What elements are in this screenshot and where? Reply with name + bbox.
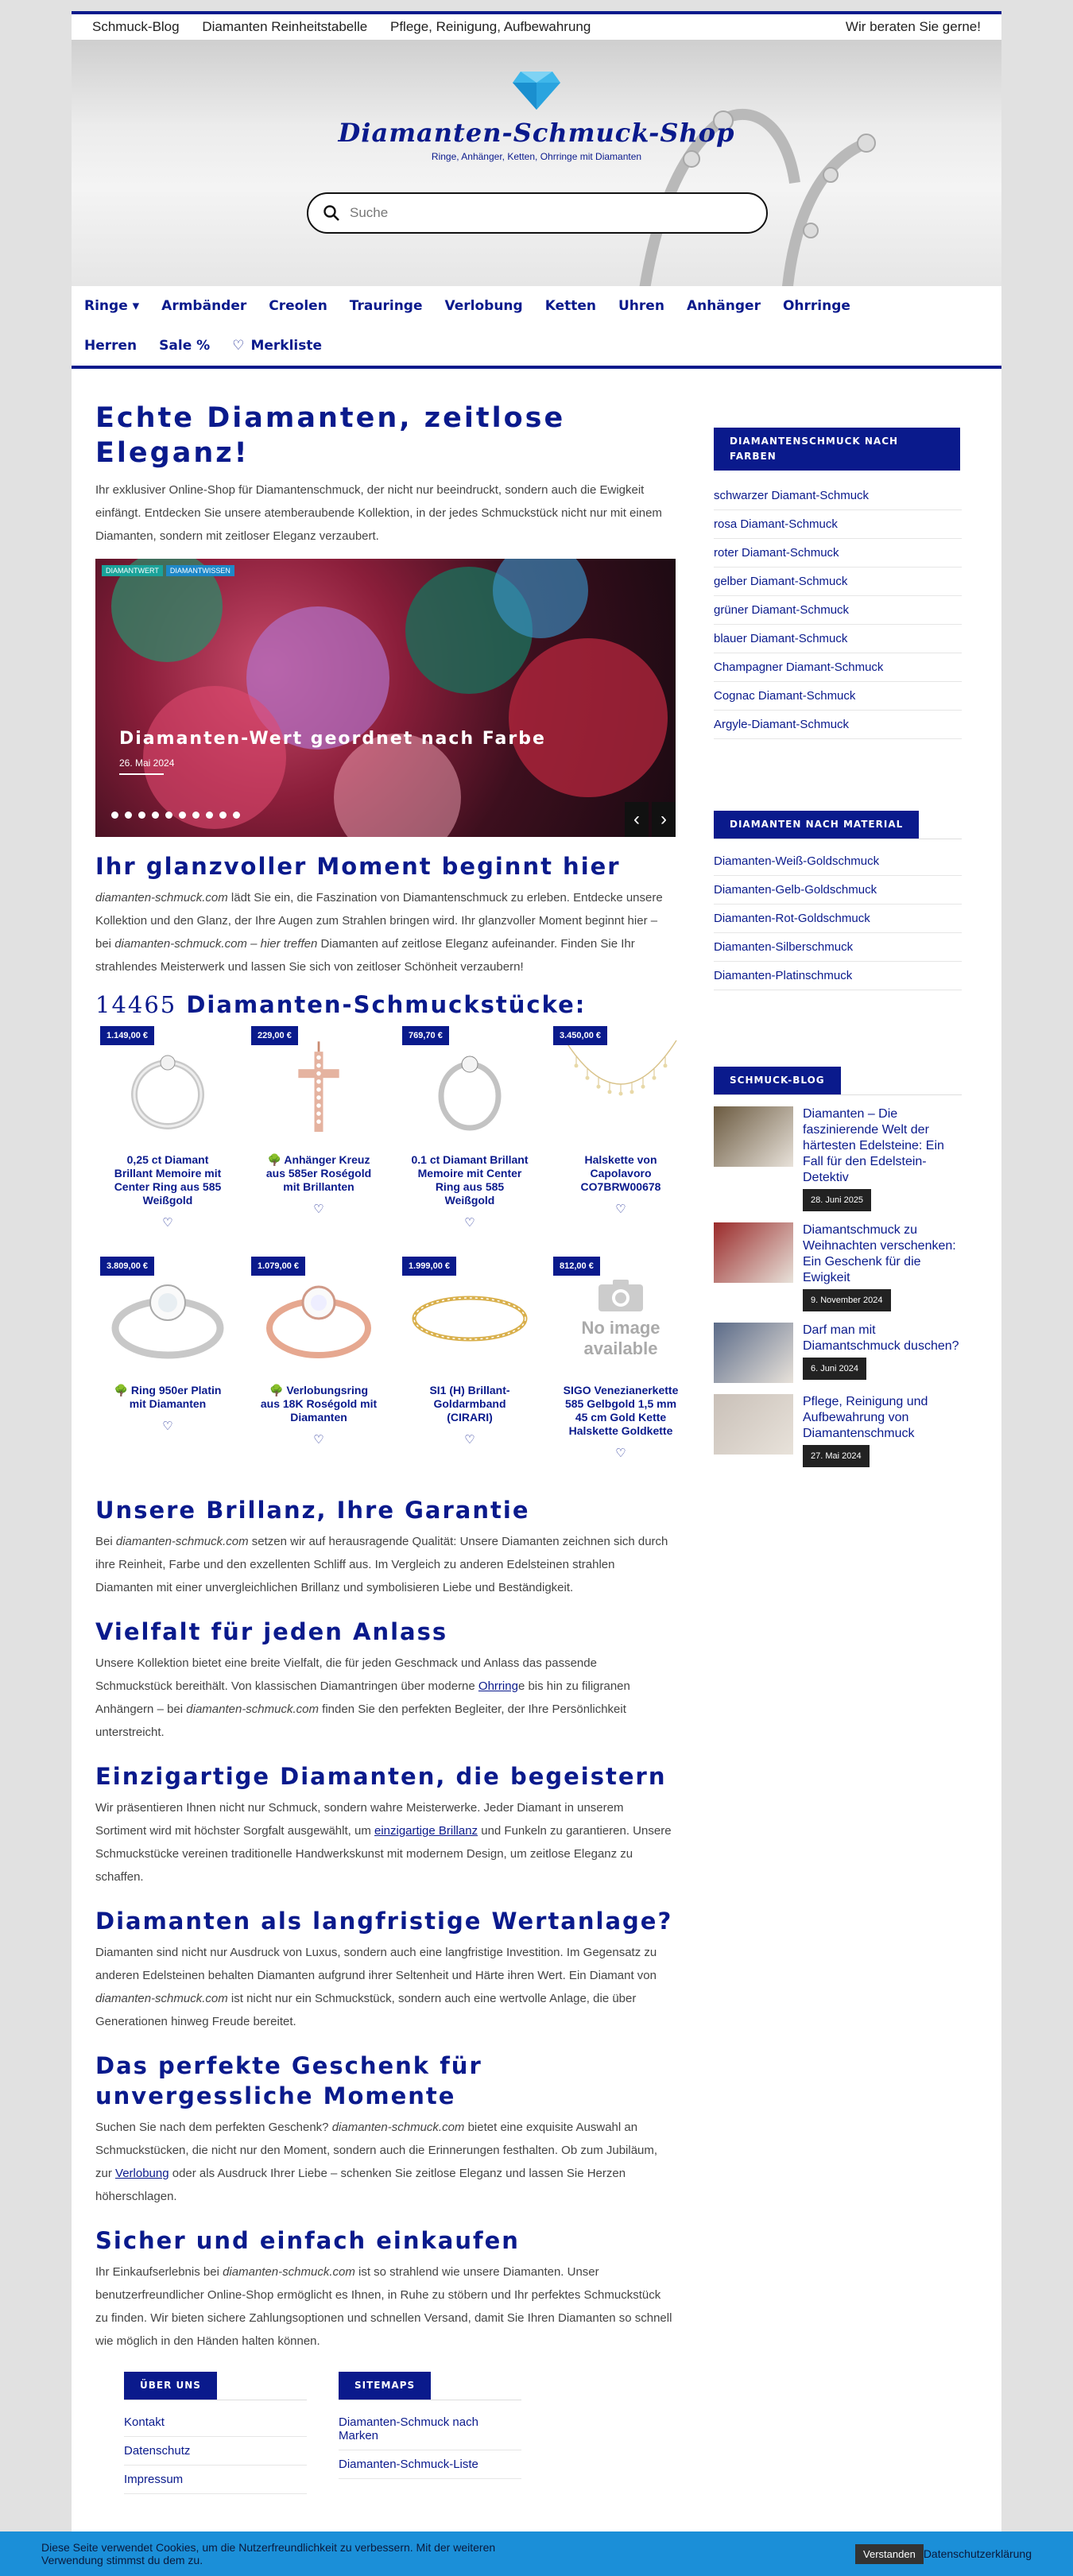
logo-title[interactable]: Diamanten-Schmuck-Shop [338,118,735,148]
cookie-text: Diese Seite verwendet Cookies, um die Nutzerfreundlichkeit zu verbessern. Mit der weiteren Verwendung stimmst du dem zu. [41,2541,496,2566]
section-text-part: setzen wir auf herausragende Qualität: Unsere Diamanten zeichnen sich durch ihre Reinheit, Farbe und den exzellenten Schliff aus. Im Vergleich zu anderen Edelsteinen strahlen Diamanten mit einer unvergleichlichen Brillanz und symbolisieren Liebe und Beständigkeit. [95,1535,668,1594]
product-name[interactable]: 🌳 Verlobungsring aus 18K Roségold mit Diamanten [260,1384,378,1424]
moment-text-d: Diamanten auf zeitlose Eleganz aufeinander. Finden Sie Ihr strahlendes Meisterwerk und lassen Sie sich von zeitloser Schönheit verzaubern! [95,937,635,974]
nav-merkliste[interactable] [232,338,322,354]
logo-subtitle: Ringe, Anhänger, Ketten, Ohrringe mit Diamanten [431,151,642,162]
slide-tags [102,565,234,576]
footer-link[interactable]: Diamanten-Schmuck-Liste [339,2450,521,2479]
product-card[interactable] [397,1025,542,1238]
slide-date: 26. Mai 2024 [119,757,175,769]
page-title: Echte Diamanten, zeitlose Eleganz! [95,402,566,469]
section-text [95,1796,676,1888]
section-text-part: ist nicht nur ein Schmuckstück, sondern auch eine wertvolle Anlage, die über Generationen hinweg Freude bereitet. [95,1992,637,2028]
slide-title[interactable]: Diamanten-Wert geordnet nach Farbe [119,729,546,749]
blog-title[interactable]: Darf man mit Diamantschmuck duschen? [803,1323,959,1353]
moment-text-a: diamanten-schmuck.com [95,891,228,905]
product-name[interactable]: 0.1 ct Diamant Brillant Memoire mit Center Ring aus 585 Weißgold [411,1153,529,1207]
blog-date: 9. November 2024 [803,1289,891,1311]
slider-dot[interactable] [138,812,145,819]
blog-text [803,1394,962,1467]
inline-link[interactable]: Ohrring [478,1679,518,1693]
nav-herren[interactable]: Herren [84,338,138,354]
section-text-part: Suchen Sie nach dem perfekten Geschenk? [95,2121,332,2134]
section-text-part: Bei [95,1535,116,1548]
widget-title-blog: SCHMUCK-BLOG [714,1067,841,1094]
blog-title[interactable]: Diamanten – Die faszinierende Welt der härtesten Edelsteine: Ein Fall für den Edelstein-Detektiv [803,1107,944,1184]
cookie-accept-button[interactable]: Verstanden [855,2544,924,2564]
product-price: 1.149,00 € [100,1026,154,1045]
blog-title[interactable]: Diamantschmuck zu Weihnachten verschenken: Ein Geschenk für die Ewigkeit [803,1223,956,1284]
sidebar-link[interactable]: grüner Diamant-Schmuck [714,596,962,625]
blog-thumbnail[interactable] [714,1222,793,1283]
cookie-bar [0,2531,1073,2576]
section-text-part: e bis hin zu filigranen Anhängern – bei [95,1679,630,1716]
moment-text [95,886,676,978]
tag-diamantwissen[interactable]: DIAMANTWISSEN [166,565,234,576]
section-heading: Vielfalt für jeden Anlass [95,1618,448,1645]
blog-item[interactable] [714,1222,962,1311]
widget-rule [714,1094,962,1095]
product-grid [95,1025,679,1468]
slider-dot[interactable] [152,812,159,819]
slider-dot[interactable] [179,812,186,819]
nav-uhren[interactable]: Uhren [618,298,664,314]
nav-sale[interactable]: Sale % [159,338,211,354]
product-price: 3.450,00 € [553,1026,607,1045]
section-heading: Einzigartige Diamanten, die begeistern [95,1763,667,1790]
slider-arrows [625,802,676,837]
section-heading: Diamanten als langfristige Wertanlage? [95,1908,673,1935]
product-name[interactable]: 0,25 ct Diamant Brillant Memoire mit Center Ring aus 585 Weißgold [114,1153,222,1207]
product-count-heading [95,990,676,1020]
intro-text: Ihr exklusiver Online-Shop für Diamantenschmuck, der nicht nur beeindruckt, sondern auch die Ewigkeit einfängt. Entdecken Sie unsere atemberaubende Kollektion, in der jedes Schmuckstück nicht nur mit einem Diamanten, sondern mit zeitloser Eleganz verzaubert. [95,483,662,543]
blog-list [714,1106,962,1467]
footer-sitemaps-title: SITEMAPS [339,2372,431,2400]
nav-creolen[interactable]: Creolen [269,298,327,314]
slider-dot[interactable] [233,812,240,819]
widget-title-farben: DIAMANTENSCHMUCK NACH FARBEN [714,428,960,471]
product-name[interactable]: SIGO Venezianerkette 585 Gelbgold 1,5 mm 45 cm Gold Kette Halskette Goldkette [563,1384,679,1437]
sidebar-link[interactable]: Cognac Diamant-Schmuck [714,682,962,711]
product-price: 229,00 € [251,1026,298,1045]
sidebar-link[interactable]: schwarzer Diamant-Schmuck [714,482,962,510]
product-price: 1.079,00 € [251,1257,305,1276]
prev-arrow-icon[interactable]: ‹ [625,802,649,837]
nav-row-1 [84,286,989,326]
product-card[interactable] [95,1255,240,1468]
product-count: 14465 [95,991,177,1018]
footer-about-title: ÜBER UNS [124,2372,217,2400]
footer-about-list [124,2408,307,2494]
section-text-part: oder als Ausdruck Ihrer Liebe – schenken Sie zeitlose Eleganz und lassen Sie Herzen höherschlagen. [95,2167,626,2203]
product-card[interactable] [397,1255,542,1468]
wishlist-heart-icon[interactable]: ♡ [313,1203,324,1216]
section-heading: Sicher und einfach einkaufen [95,2227,520,2254]
sidebar-link[interactable]: blauer Diamant-Schmuck [714,625,962,653]
product-name[interactable]: Halskette von Capolavoro CO7BRW00678 [580,1153,661,1193]
slider-dot[interactable] [219,812,227,819]
product-card[interactable] [548,1025,693,1238]
product-name[interactable]: SI1 (H) Brillant-Goldarmband (CIRARI) [429,1384,510,1424]
farben-list [714,482,962,739]
section-text-part: diamanten-schmuck.com [223,2265,355,2279]
sidebar-link[interactable]: roter Diamant-Schmuck [714,539,962,567]
product-count-label: Diamanten-Schmuckstücke: [176,991,587,1018]
footer-about [124,2372,307,2494]
slider-dot[interactable] [206,812,213,819]
section-text-part: bietet eine exquisite Auswahl an Schmuckstücken, die nicht nur den Moment, sondern auch die Erinnerungen festhalten. Ob zum Jubiläum, zur [95,2121,658,2180]
content-sections [95,1495,676,2353]
footer-link[interactable]: Diamanten-Schmuck nach Marken [339,2408,521,2450]
product-name[interactable]: 🌳 Ring 950er Platin mit Diamanten [114,1384,222,1410]
section-text-part: Wir präsentieren Ihnen nicht nur Schmuck, sondern wahre Meisterwerke. Jeder Diamant in unserem Sortiment wird mit höchster Sorgfalt ausgewählt, um [95,1801,624,1838]
nav-armbaender[interactable]: Armbänder [161,298,247,314]
blog-item[interactable] [714,1394,962,1467]
inline-link[interactable]: einzigartige Brillanz [374,1824,478,1838]
section-text-part: Unsere Kollektion bietet eine breite Vielfalt, die für jeden Geschmack und Anlass das passende Schmuckstück bereithält. Von klassischen Diamantringen über moderne [95,1656,597,1693]
blog-date: 6. Juni 2024 [803,1358,866,1380]
product-price: 1.999,00 € [402,1257,456,1276]
blog-title[interactable]: Pflege, Reinigung und Aufbewahrung von Diamantenschmuck [803,1395,928,1440]
section-text [95,2260,676,2353]
sidebar-link[interactable]: gelber Diamant-Schmuck [714,567,962,596]
slider-dot[interactable] [111,812,118,819]
blog-thumbnail[interactable] [714,1394,793,1455]
section-text-part: diamanten-schmuck.com [95,1992,228,2005]
blog-text [803,1323,962,1383]
product-price: 812,00 € [553,1257,600,1276]
cookie-privacy-link[interactable]: Datenschutzerklärung [923,2547,1032,2560]
wishlist-heart-icon[interactable]: ♡ [615,1447,626,1460]
page [72,11,1001,2576]
no-image-text: available [583,1338,658,1358]
top-links [92,19,610,35]
top-link-blog[interactable]: Schmuck-Blog [92,19,180,34]
section-text-part: diamanten-schmuck.com [331,2121,465,2134]
sidebar-link[interactable]: rosa Diamant-Schmuck [714,510,962,539]
nav-row-2 [84,326,989,366]
blog-text [803,1106,962,1211]
camera-icon [597,1278,645,1313]
inline-link[interactable]: Verlobung [115,2167,169,2180]
widget-title-material: DIAMANTEN NACH MATERIAL [714,811,919,839]
blog-item[interactable] [714,1106,962,1211]
product-price: 769,70 € [402,1026,449,1045]
sidebar-link[interactable]: Diamanten-Rot-Goldschmuck [714,905,962,933]
moment-text-c: diamanten-schmuck.com – hier treffen [114,937,318,951]
nav-anhaenger[interactable]: Anhänger [686,298,761,314]
section-text [95,2116,676,2208]
nav-ringe[interactable]: Ringe ▾ [84,298,140,314]
slider-dots [111,812,240,819]
blog-date: 27. Mai 2024 [803,1445,870,1467]
main-content [95,401,679,2353]
section-text-part: Ihr Einkaufserlebnis bei [95,2265,223,2279]
section-heading: Das perfekte Geschenk für unvergessliche Momente [95,2052,482,2109]
section-text [95,1530,676,1599]
section-text-part: ist so strahlend wie unsere Diamanten. Unser benutzerfreundlicher Online-Shop ermöglicht es Ihnen, in Ruhe zu stöbern und Ihr perfektes Schmuckstück zu finden. Wir bieten sichere Zahlungsoptionen und schnellen Versand, damit Sie Ihren Diamanten so schnell wie möglich in den Händen halten können. [95,2265,672,2348]
footer-link[interactable]: Kontakt [124,2408,307,2437]
sidebar-link[interactable]: Diamanten-Gelb-Goldschmuck [714,876,962,905]
blog-text [803,1222,962,1311]
slider-dot[interactable] [165,812,172,819]
section-text-part: und Funkeln zu garantieren. Unsere Schmuckstücke vereinen traditionelle Handwerkskunst mit modernem Design, um zeitlose Eleganz zu schaffen. [95,1824,672,1884]
no-image-text: No image [581,1318,660,1338]
gemstones-image [95,559,676,837]
wishlist-heart-icon[interactable]: ♡ [162,1216,173,1230]
blog-thumbnail[interactable] [714,1106,793,1167]
top-link-reinheit[interactable]: Diamanten Reinheitstabelle [202,19,368,34]
slider-dot[interactable] [125,812,132,819]
section-text-part: diamanten-schmuck.com [186,1702,319,1716]
sidebar-link[interactable]: Diamanten-Silberschmuck [714,933,962,962]
footer-sitemaps-list [339,2408,521,2479]
wishlist-heart-icon[interactable]: ♡ [464,1433,475,1447]
product-card[interactable] [246,1255,391,1468]
diamond-logo-icon [513,68,560,110]
footer-link[interactable]: Datenschutz [124,2437,307,2466]
moment-text-b: lädt Sie ein, die Faszination von Diamantenschmuck zu erleben. Entdecke unsere Kollektion und den Glanz, der Ihre Augen zum Strahlen bringen wird. Ihr glanzvoller Moment beginnt hier – bei [95,891,663,951]
search-input[interactable] [307,192,768,234]
top-bar [72,11,1001,40]
heart-icon: ♡ [232,338,245,354]
search-placeholder: Suche [350,205,389,220]
footer-link[interactable]: Impressum [124,2466,307,2494]
product-card[interactable] [246,1025,391,1238]
nav-ohrringe[interactable]: Ohrringe [782,298,850,314]
blog-thumbnail[interactable] [714,1323,793,1383]
wishlist-heart-icon[interactable]: ♡ [464,1216,475,1230]
sidebar-link[interactable]: Diamanten-Platinschmuck [714,962,962,990]
wishlist-heart-icon[interactable]: ♡ [313,1433,324,1447]
section-text-part: finden Sie den perfekten Begleiter, der Ihre Persönlichkeit unterstreicht. [95,1702,626,1739]
section-text [95,1941,676,2033]
sidebar-link[interactable]: Champagner Diamant-Schmuck [714,653,962,682]
header [72,40,1001,286]
tag-diamantwert[interactable]: DIAMANTWERT [102,565,163,576]
footer-sitemaps [339,2372,521,2494]
section-text-part: diamanten-schmuck.com [115,1535,249,1548]
crown-image [628,72,890,286]
sidebar-link[interactable]: Argyle-Diamant-Schmuck [714,711,962,739]
footer [124,2372,919,2494]
slide-underline [119,773,164,775]
next-arrow-icon[interactable]: › [652,802,676,837]
top-contact[interactable]: Wir beraten Sie gerne! [845,19,981,34]
nav-trauringe[interactable]: Trauringe [349,298,423,314]
blog-date: 28. Juni 2025 [803,1189,871,1211]
product-price: 3.809,00 € [100,1257,154,1276]
top-link-pflege[interactable]: Pflege, Reinigung, Aufbewahrung [389,19,591,34]
material-list [714,847,962,990]
product-name[interactable]: 🌳 Anhänger Kreuz aus 585er Roségold mit Brillanten [265,1153,372,1193]
nav-ketten[interactable]: Ketten [544,298,596,314]
product-card[interactable] [95,1025,240,1238]
slider-dot[interactable] [192,812,199,819]
moment-heading: Ihr glanzvoller Moment beginnt hier [95,853,621,880]
product-card[interactable] [548,1255,693,1468]
featured-slider[interactable] [95,559,676,837]
blog-item[interactable] [714,1323,962,1383]
section-text-part: Diamanten sind nicht nur Ausdruck von Luxus, sondern auch eine langfristige Investition. Im Gegensatz zu anderen Edelsteinen behalten Diamanten aufgrund ihrer Seltenheit und Härte ihren Wert. Ein Diamant von [95,1946,657,1982]
sidebar [714,401,962,1467]
nav-merkliste-label: Merkliste [250,338,323,354]
main-nav [72,286,1001,369]
wishlist-heart-icon[interactable]: ♡ [615,1203,626,1216]
search-icon [323,204,340,222]
sidebar-link[interactable]: Diamanten-Weiß-Goldschmuck [714,847,962,876]
section-heading: Unsere Brillanz, Ihre Garantie [95,1497,530,1524]
wishlist-heart-icon[interactable]: ♡ [162,1420,173,1433]
section-text [95,1652,676,1744]
nav-verlobung[interactable]: Verlobung [444,298,523,314]
